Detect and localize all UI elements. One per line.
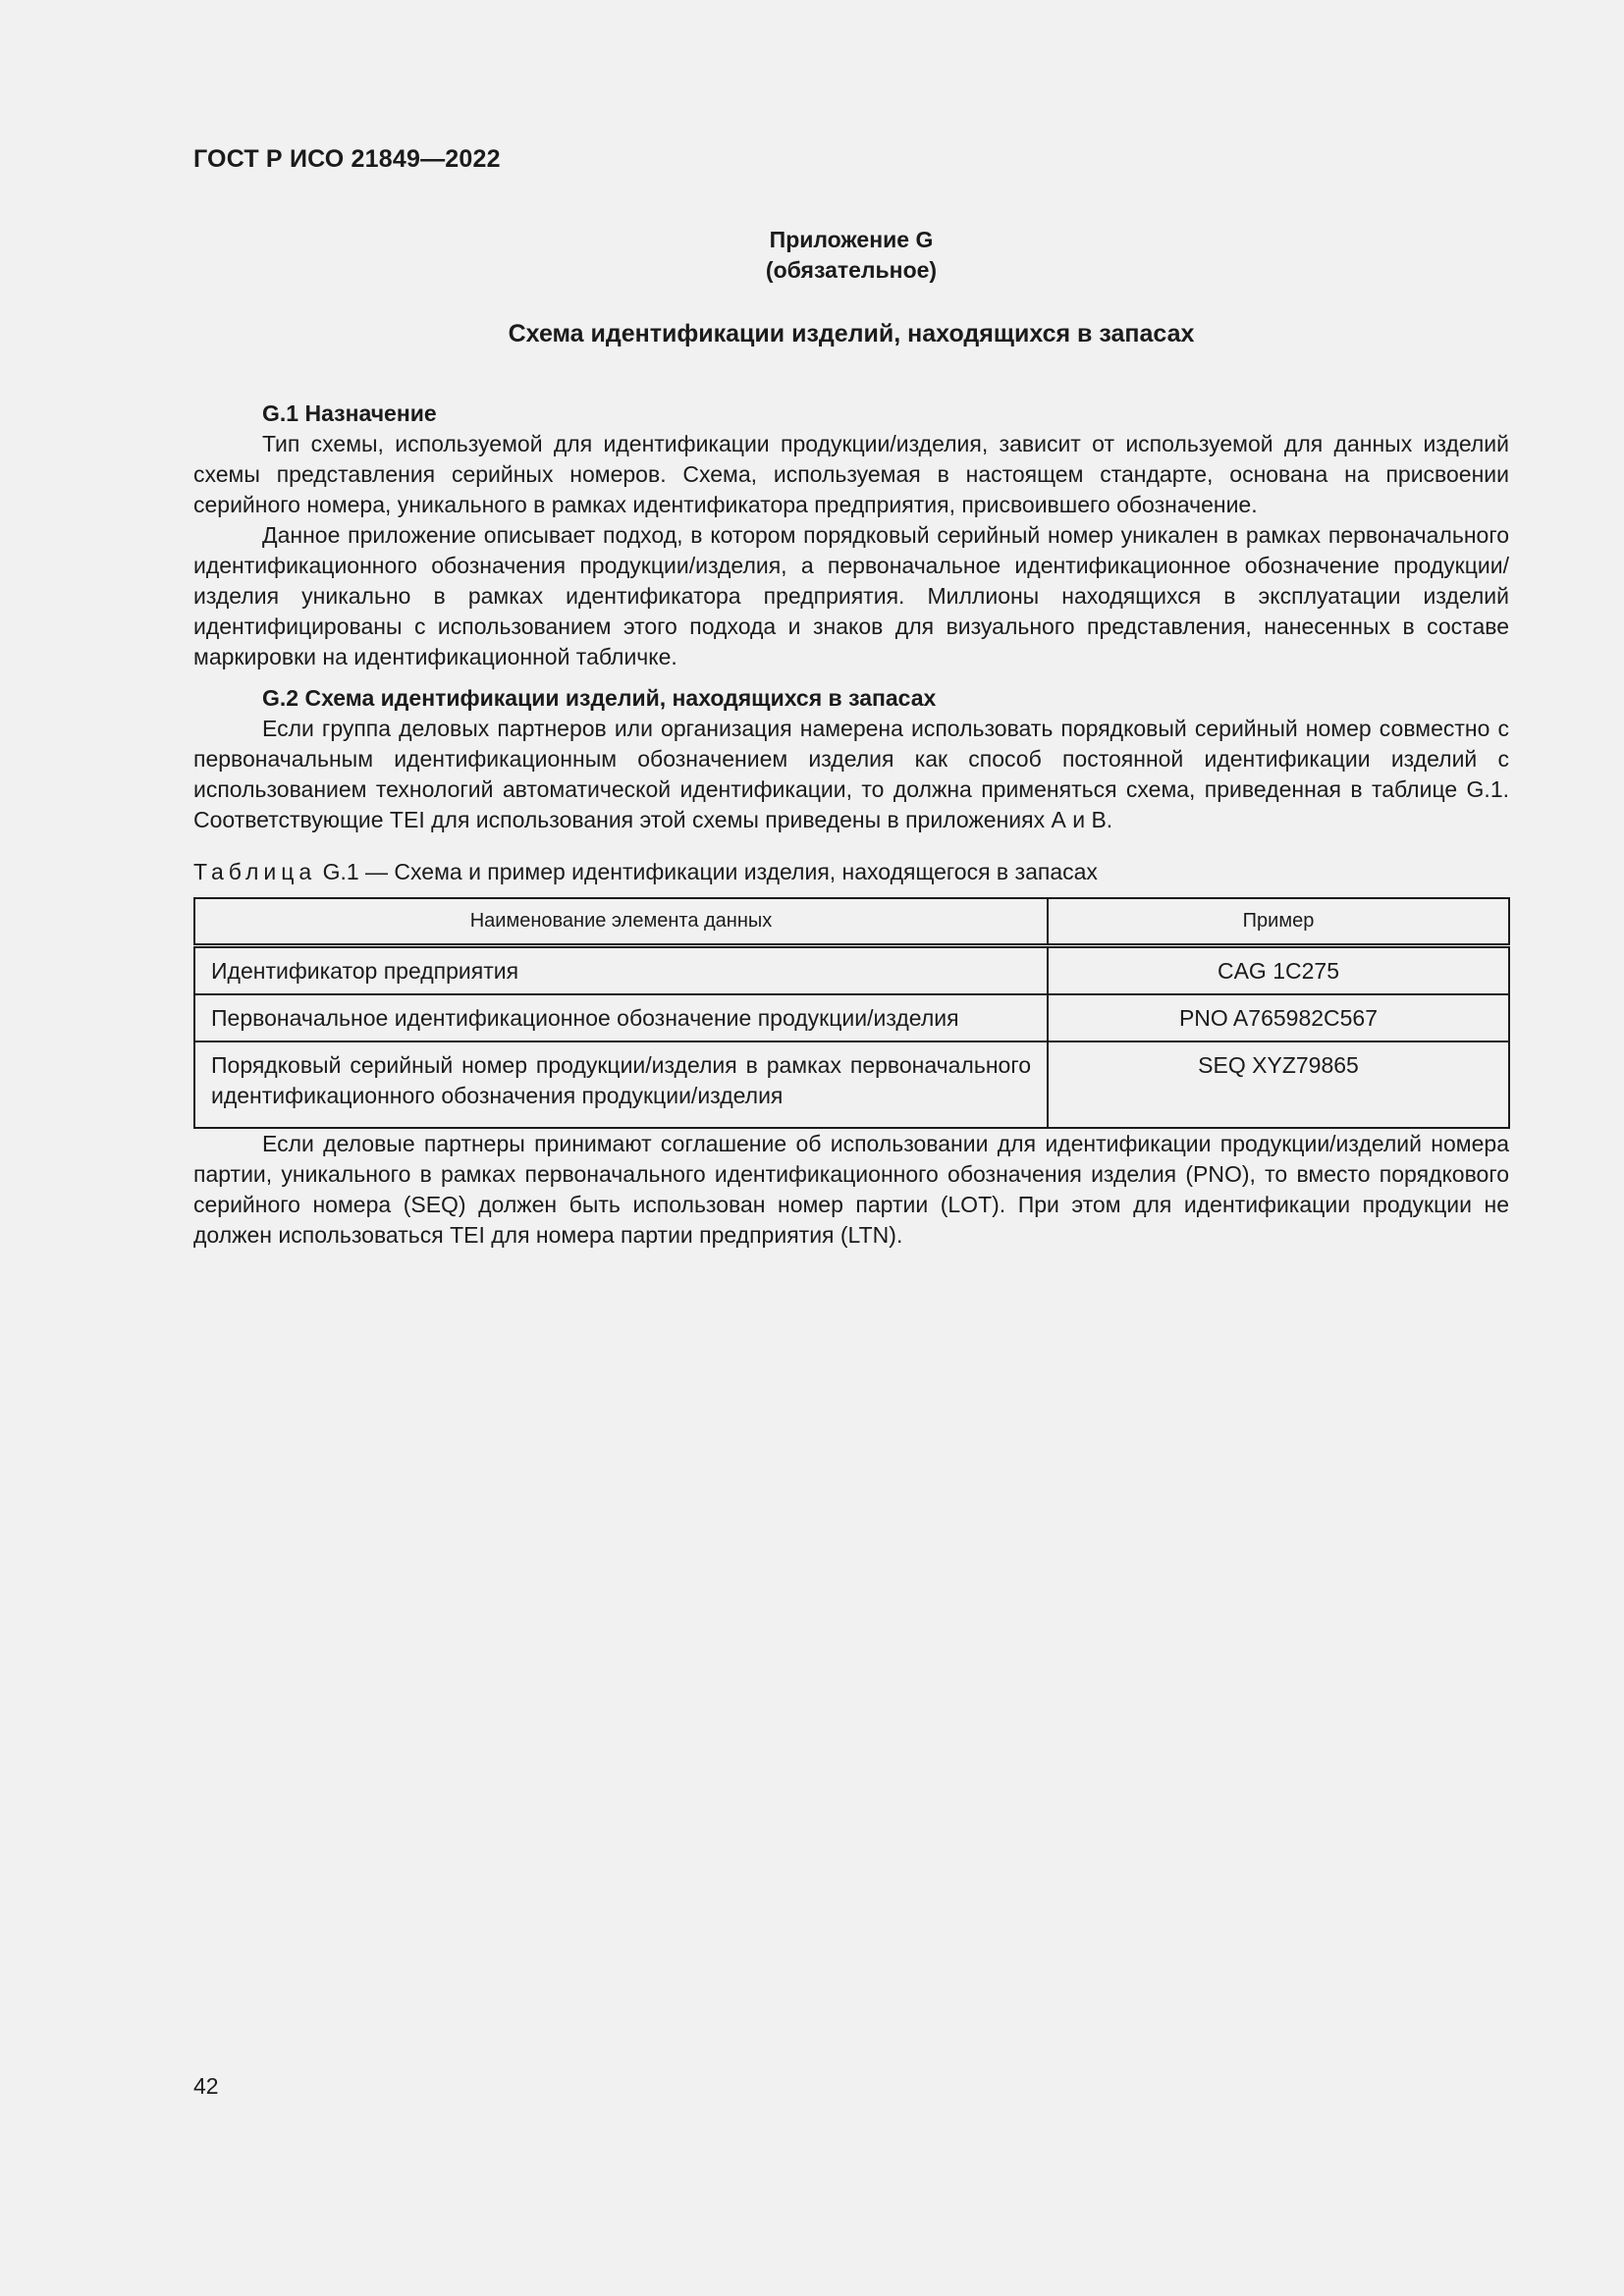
table-row [194, 994, 1509, 1041]
column-header-element-name: Наименование элемента данных [194, 898, 1048, 946]
document-code: ГОСТ Р ИСО 21849—2022 [193, 145, 501, 173]
table-cell-element-name: Идентификатор предприятия [194, 946, 1048, 995]
column-header-example: Пример [1048, 898, 1509, 946]
paragraph: Если группа деловых партнеров или организация намерена использовать порядковый серийный номер совместно с первоначальным идентификационным обозначением изделия как способ постоянной идентификации изделий с использованием технологий автоматической идентификации, то должна применяться схема, приведенная в таблице G.1. Соответствующие TEI для использования этой схемы приведены в приложениях А и В. [193, 716, 1509, 832]
page-number: 42 [193, 2073, 219, 2099]
closing-paragraph: Если деловые партнеры принимают соглашение об использовании для идентификации продукции/изделий номера партии, уникального в рамках первоначального идентификационного обозначения изделия (PNO), то вместо порядкового серийного номера (SEQ) должен быть использован номер партии (LOT). При этом для идентификации продукции не должен использоваться TEI для номера партии предприятия (LTN). [193, 1131, 1509, 1248]
table-cell-element-name: Первоначальное идентификационное обозначение продукции/изделия [194, 994, 1048, 1041]
table-caption [193, 857, 1509, 887]
document-page [193, 145, 1509, 1251]
annex-status: (обязательное) [765, 257, 938, 283]
table-cell-example: SEQ XYZ79865 [1048, 1041, 1509, 1128]
table-row [194, 1041, 1509, 1128]
table-caption-label: Таблица [193, 859, 317, 884]
paragraph: Данное приложение описывает подход, в котором порядковый серийный номер уникален в рамках первоначального идентификационного обозначения продукции/изделия, а первоначальное идентификационное обозначение продукции/изделия уникально в рамках идентификатора предприятия. Миллионы находящихся в эксплуатации изделий идентифицированы с использованием этого подхода и знаков для визуального представления, нанесенных в составе маркировки на идентификационной табличке. [193, 522, 1509, 669]
annex-label: Приложение G [769, 227, 934, 252]
annex-title: Схема идентификации изделий, находящихся в запасах [508, 320, 1195, 347]
table-header-row [194, 898, 1509, 946]
data-table [193, 897, 1510, 1129]
paragraph: Тип схемы, используемой для идентификации продукции/изделия, зависит от используемой для данных изделий схемы представления серийных номеров. Схема, используемая в настоящем стандарте, основана на присвоении серийного номера, уникального в рамках идентификатора предприятия, присвоившего обозначение. [193, 431, 1509, 517]
table-cell-example: CAG 1C275 [1048, 946, 1509, 995]
table-cell-example: PNO A765982C567 [1048, 994, 1509, 1041]
table-caption-text: G.1 — Схема и пример идентификации изделия, находящегося в запасах [322, 859, 1098, 884]
section-heading-g1: G.1 Назначение [262, 400, 437, 426]
table-row [194, 946, 1509, 995]
table-cell-element-name: Порядковый серийный номер продукции/изделия в рамках первоначального идентификационного обозначения продукции/изделия [194, 1041, 1048, 1128]
section-heading-g2: G.2 Схема идентификации изделий, находящихся в запасах [262, 685, 937, 711]
annex-heading [193, 225, 1509, 286]
